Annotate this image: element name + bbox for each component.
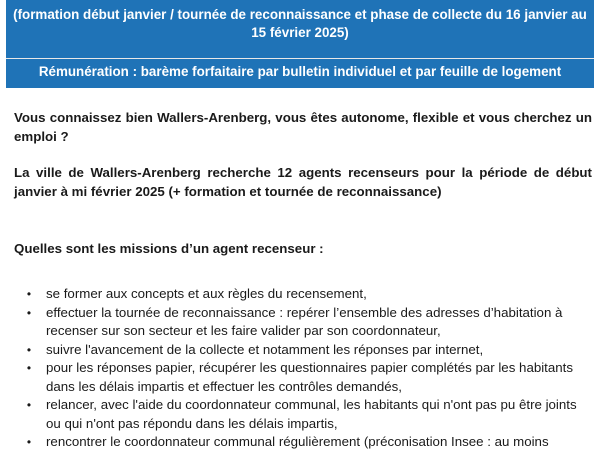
mission-item (14, 304, 592, 341)
mission-item (14, 359, 592, 396)
recruitment-paragraph: La ville de Wallers-Arenberg recherche 12 agents recenseurs pour la période de début janvier à mi février 2025 (+ formation et tournée de reconnaissance) (14, 165, 592, 199)
mission-text: pour les réponses papier, récupérer les questionnaires papier complétés par les habitants dans les délais impartis et effectuer les contrôles demandés, (46, 360, 574, 394)
bullet-icon: • (26, 435, 32, 449)
bullet-icon: • (26, 305, 32, 320)
mission-item (14, 285, 592, 304)
mission-item (14, 396, 592, 433)
bullet-icon: • (26, 287, 32, 301)
remuneration-line: Rémunération : barème forfaitaire par bulletin individuel et par feuille de logement (38, 64, 562, 79)
mission-text: rencontrer le coordonnateur communal régulièrement (préconisation Insee : au moins (46, 434, 549, 449)
bullet-icon: • (26, 361, 32, 375)
missions-heading: Quelles sont les missions d’un agent recenseur : (14, 241, 324, 256)
mission-text: suivre l'avancement de la collecte et notamment les réponses par internet, (46, 341, 484, 357)
missions-list (14, 285, 592, 450)
bullet-icon: • (26, 398, 32, 412)
banner-divider (6, 58, 594, 59)
intro-paragraph: Vous connaissez bien Wallers-Arenberg, vous êtes autonome, flexible et vous cherchez un emploi ? (14, 110, 592, 144)
training-dates-line-end: 15 février 2025) (251, 25, 349, 40)
mission-text: relancer, avec l'aide du coordonnateur communal, les habitants qui n'ont pas pu être joints ou qui n'ont pas répondu dans les délais impartis, (46, 397, 577, 431)
bullet-icon: • (26, 342, 32, 357)
header-banner (6, 0, 594, 88)
mission-item (14, 433, 592, 450)
mission-text: effectuer la tournée de reconnaissance : repérer l’ensemble des adresses d’habitation à recenser sur son secteur et les faire valider par son coordonnateur, (46, 304, 563, 338)
mission-item (14, 341, 592, 360)
document-body (14, 109, 592, 278)
training-dates-line: (formation début janvier / tournée de reconnaissance et phase de collecte du 16 janvier au (13, 7, 587, 22)
mission-text: se former aux concepts et aux règles du recensement, (46, 286, 367, 301)
